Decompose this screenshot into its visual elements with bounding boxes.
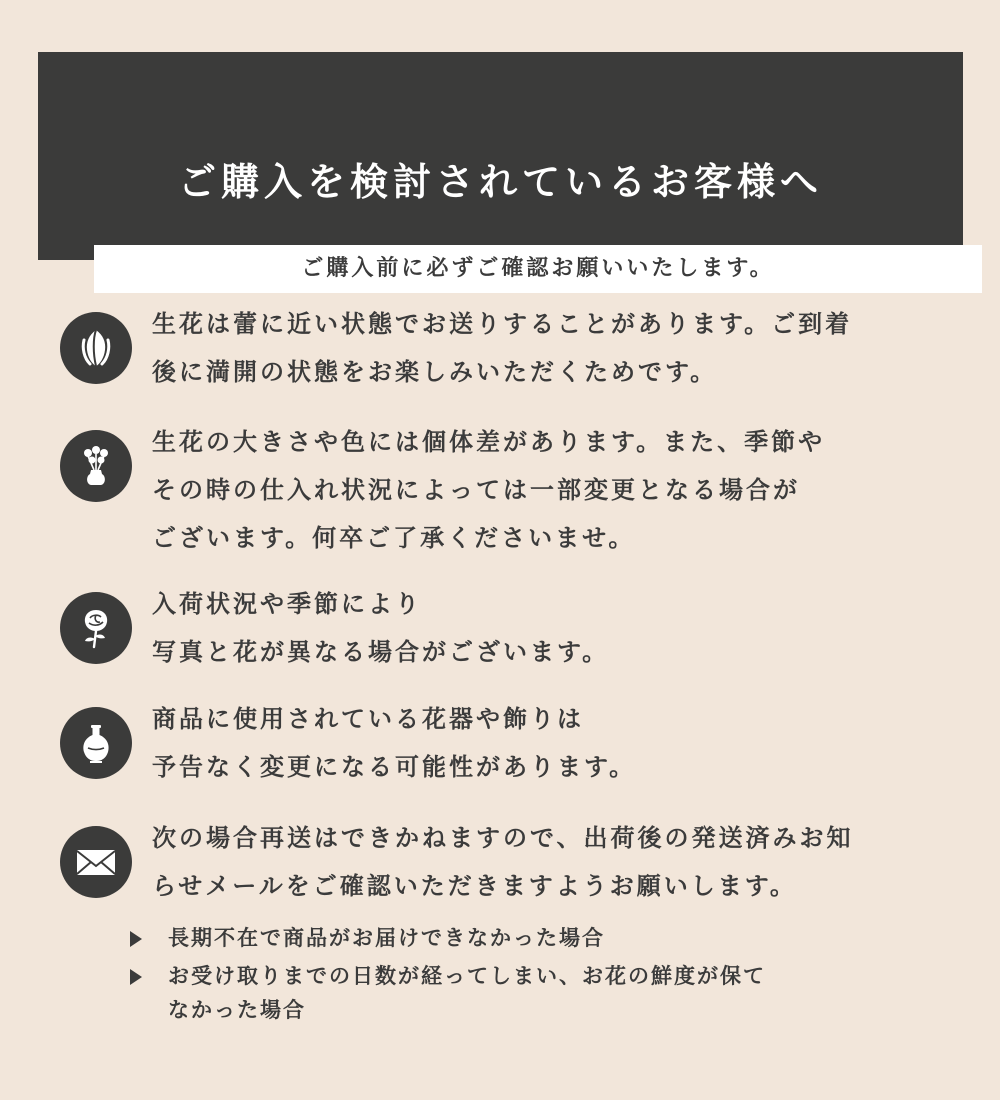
page-title: ご購入を検討されているお客様へ	[177, 160, 823, 204]
item-text-line: 生花の大きさや色には個体差があります。また、季節や	[152, 428, 826, 456]
flower-vase-icon	[60, 430, 132, 502]
vase-icon	[60, 707, 132, 779]
redelivery-conditions-list	[130, 921, 890, 1027]
item-text-line: 予告なく変更になる可能性があります。	[152, 753, 637, 781]
item-text-line: 入荷状況や季節により	[152, 590, 422, 618]
condition-text: お受け取りまでの日数が経ってしまい、お花の鮮度が保て	[168, 964, 766, 988]
item-text-line: 生花は蕾に近い状態でお送りすることがあります。ご到着	[152, 310, 853, 338]
item-text-line: 次の場合再送はできかねますので、出荷後の発送済みお知	[152, 824, 854, 852]
item-text-line: らせメールをご確認いただきますようお願いします。	[152, 872, 797, 900]
item-text-line: 後に満開の状態をお楽しみいただくためです。	[152, 358, 718, 386]
envelope-icon	[60, 826, 132, 898]
rose-icon	[60, 592, 132, 664]
list-item	[130, 921, 890, 955]
header-banner	[38, 52, 963, 281]
condition-text: なかった場合	[168, 998, 306, 1022]
item-text-line: その時の仕入れ状況によっては一部変更となる場合が	[152, 476, 800, 504]
list-item	[130, 959, 890, 1027]
item-text-line: ございます。何卒ご了承くださいませ。	[152, 524, 636, 552]
triangle-bullet-icon	[130, 969, 142, 985]
banner-subtitle: ご購入前に必ずご確認お願いいたします。	[94, 245, 982, 293]
triangle-bullet-icon	[130, 931, 142, 947]
item-text-line: 写真と花が異なる場合がございます。	[152, 638, 610, 666]
item-text-line: 商品に使用されている花器や飾りは	[152, 705, 584, 733]
tulip-icon	[60, 312, 132, 384]
condition-text: 長期不在で商品がお届けできなかった場合	[168, 926, 605, 950]
